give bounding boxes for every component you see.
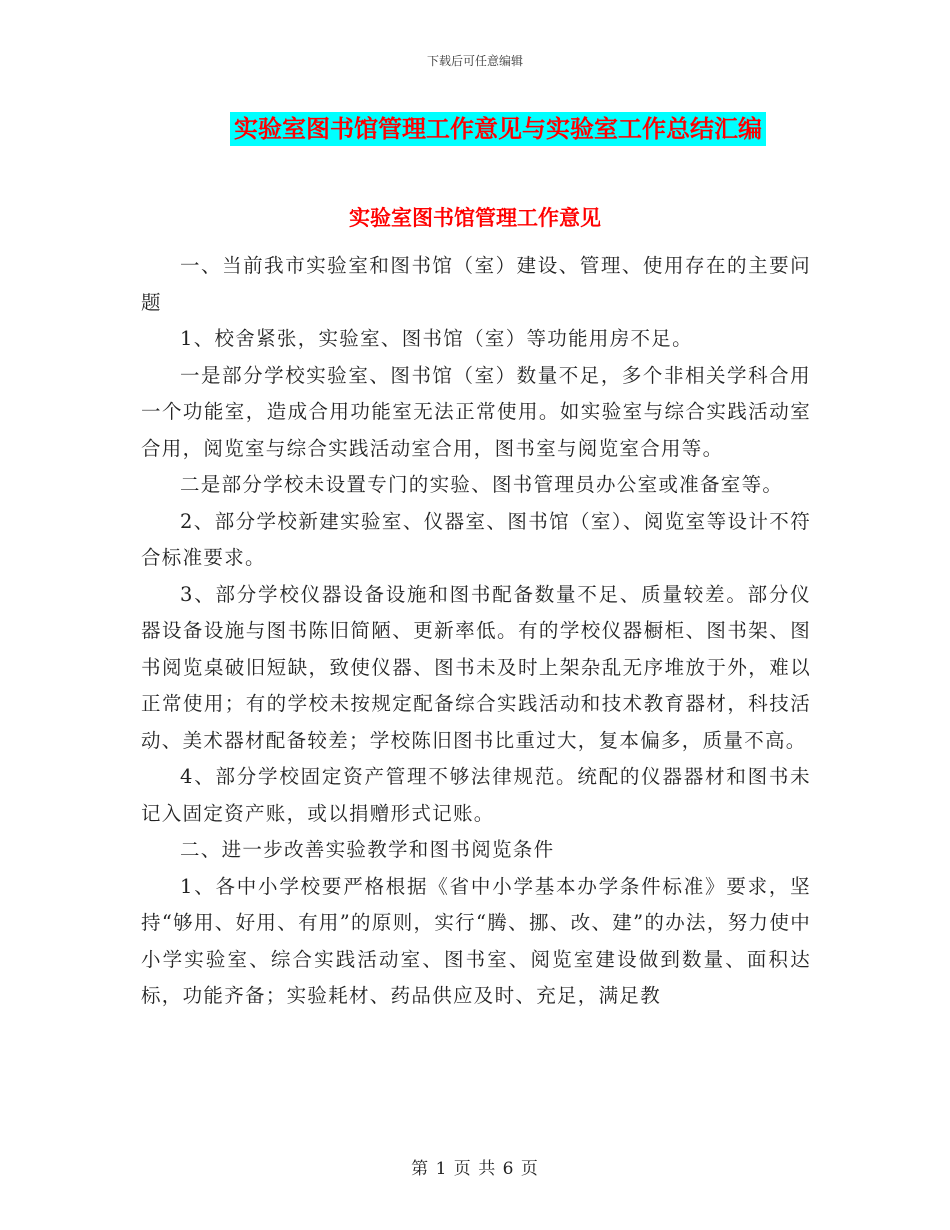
paragraph-2: 1、校舍紧张，实验室、图书馆（室）等功能用房不足。 [180,327,693,350]
page-footer: 第 1 页 共 6 页 [411,1159,539,1179]
paragraph-9: 1、各中小学校要严格根据《省中小学基本办学条件标准》要求，坚持“够用、好用、有用”的原则，实行“腾、挪、改、建”的办法，努力使中小学实验室、综合实践活动室、图书室、阅览室建设做到数量、面积达标，功能齐备；实验耗材、药品供应及时、充足，满足教 [141,874,811,1007]
document-body [141,248,811,1015]
document-title [0,112,950,146]
paragraph-3: 一是部分学校实验室、图书馆（室）数量不足，多个非相关学科合用一个功能室，造成合用功能室无法正常使用。如实验室与综合实践活动室合用，阅览室与综合实践活动室合用，图书室与阅览室合用等。 [141,363,811,460]
paragraph-7: 4、部分学校固定资产管理不够法律规范。统配的仪器器材和图书未记入固定资产账，或以捐赠形式记账。 [141,765,811,825]
paragraph-6: 3、部分学校仪器设备设施和图书配备数量不足、质量较差。部分仪器设备设施与图书陈旧简陋、更新率低。有的学校仪器橱柜、图书架、图书阅览桌破旧短缺，致使仪器、图书未及时上架杂乱无序堆放于外，难以正常使用；有的学校未按规定配备综合实践活动和技术教育器材，科技活动、美术器材配备较差；学校陈旧图书比重过大，复本偏多，质量不高。 [141,582,811,752]
paragraph-4: 二是部分学校未设置专门的实验、图书管理员办公室或准备室等。 [180,473,784,496]
section-title: 实验室图书馆管理工作意见 [349,205,601,230]
paragraph-1: 一、当前我市实验室和图书馆（室）建设、管理、使用存在的主要问题 [141,254,811,314]
document-title-text: 实验室图书馆管理工作意见与实验室工作总结汇编 [230,112,766,146]
header-note: 下载后可任意编辑 [426,54,523,68]
paragraph-5: 2、部分学校新建实验室、仪器室、图书馆（室）、阅览室等设计不符合标准要求。 [141,509,811,569]
paragraph-8: 二、进一步改善实验教学和图书阅览条件 [180,838,555,861]
